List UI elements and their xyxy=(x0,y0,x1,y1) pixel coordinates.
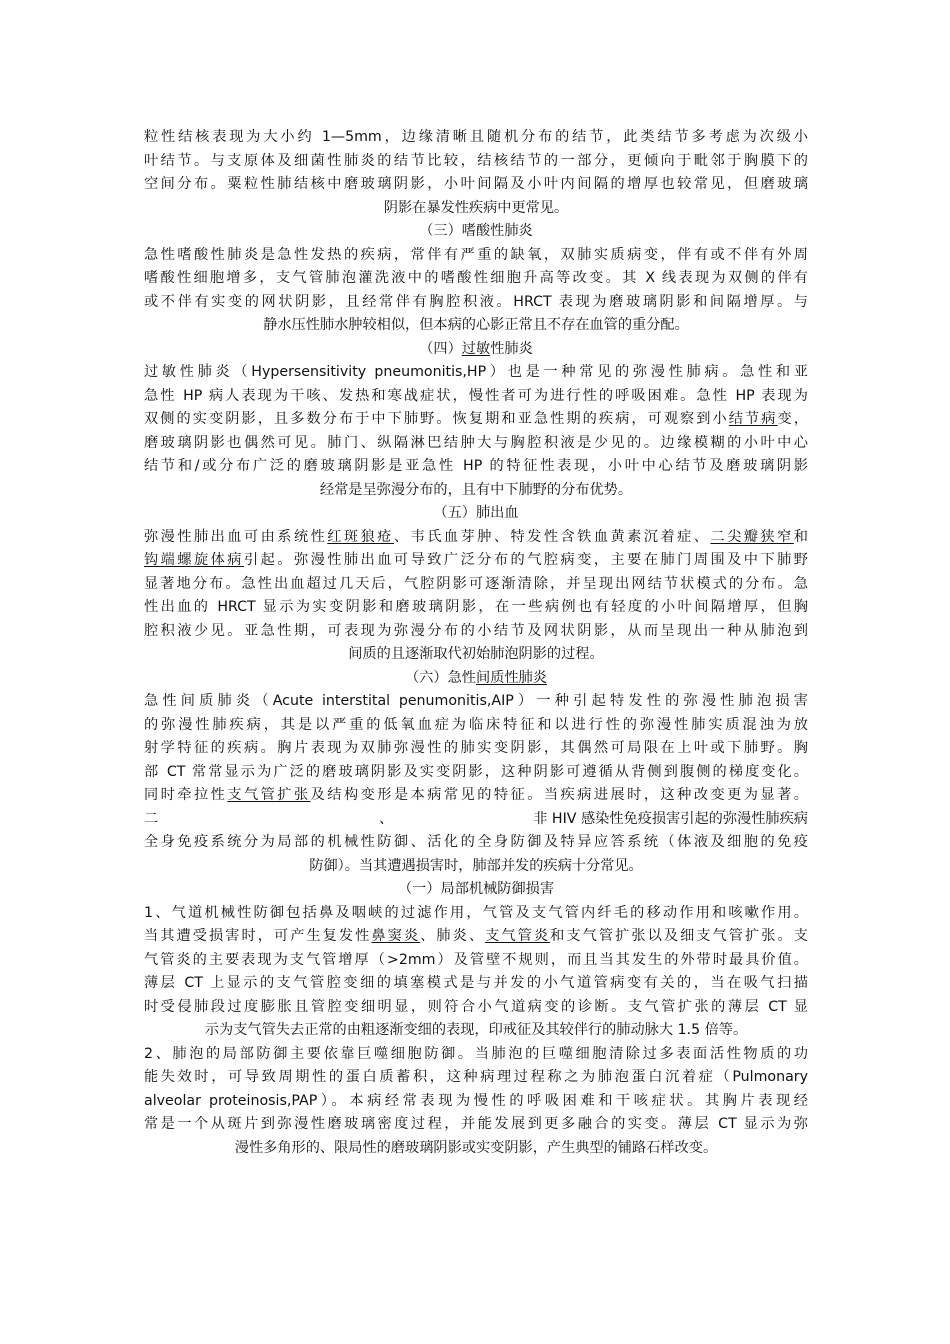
section-number: 二、 xyxy=(144,810,394,827)
text-line xyxy=(144,244,808,268)
text-segment: 性出血的 HRCT 显示为实变阴影和磨玻璃阴影，在一些病例也有轻度的小叶间隔增厚，但胸 xyxy=(144,599,808,615)
text-line xyxy=(144,479,808,503)
text-line xyxy=(144,126,808,150)
text-line xyxy=(144,526,808,550)
text-segment: 示为支气管失去正常的由粗逐渐变细的表现，印戒征及其较伴行的肺动脉大 1.5 倍等。 xyxy=(204,1022,748,1038)
text-line xyxy=(144,1019,808,1043)
document-body xyxy=(144,126,808,1160)
underlined-term: 钩端螺旋体病 xyxy=(144,552,244,568)
text-segment: 射学特征的疾病。胸片表现为双肺弥漫性的肺实变阴影，其偶然可局限在上叶或下肺野。胸 xyxy=(144,740,808,756)
text-segment: 阴影在暴发性疾病中更常见。 xyxy=(383,199,569,216)
text-line xyxy=(144,267,808,291)
text-segment: 当其遭受损害时，可产生复发性 xyxy=(144,928,372,944)
text-segment: 急性嗜酸性肺炎是急性发热的疾病，常伴有严重的缺氧，双肺实质病变，伴有或不伴有外周 xyxy=(144,246,808,263)
subsection-heading xyxy=(144,220,808,244)
text-line xyxy=(144,1137,808,1161)
text-line xyxy=(144,314,808,338)
text-segment: 和支气管扩张以及细支气管扩张。支 xyxy=(550,928,808,944)
text-line xyxy=(144,1090,808,1114)
text-segment: 1、气道机械性防御包括鼻及咽峡的过滤作用，气管及支气管内纤毛的移动作用和咳嗽作用。 xyxy=(144,904,808,921)
text-segment: 嗜酸性细胞增多，支气管肺泡灌洗液中的嗜酸性细胞升高等改变。其 X 线表现为双侧的伴有 xyxy=(144,270,808,286)
text-line xyxy=(144,855,808,879)
text-segment: 急性间质肺炎（Acute interstital penumonitis,AIP）一种引起特发性的弥漫性肺泡损害 xyxy=(144,693,808,709)
text-line xyxy=(144,949,808,973)
text-segment: 空间分布。粟粒性肺结核中磨玻璃阴影，小叶间隔及小叶内间隔的增厚也较常见，但磨玻璃 xyxy=(144,176,808,192)
text-line xyxy=(144,714,808,738)
subsection-heading xyxy=(144,878,808,902)
underlined-term: 支气管炎 xyxy=(485,928,551,944)
text-line xyxy=(144,361,808,385)
underlined-term: 支气管扩张 xyxy=(227,787,311,803)
text-line xyxy=(144,1113,808,1137)
text-segment: 双侧的实变阴影，且多数分布于中下肺野。恢复期和亚急性期的疾病，可观察到小 xyxy=(144,411,729,427)
text-line xyxy=(144,761,808,785)
text-segment: 、肺炎、 xyxy=(420,928,486,944)
text-segment: （五）肺出血 xyxy=(433,505,519,521)
subsection-heading xyxy=(144,502,808,526)
text-segment: 气管炎的主要表现为支气管增厚（>2mm）及管壁不规则，而且当其发生的外带时最具价值。 xyxy=(144,951,808,968)
text-line xyxy=(144,197,808,221)
text-line xyxy=(144,831,808,855)
text-line xyxy=(144,737,808,761)
text-segment: 经常是呈弥漫分布的，且有中下肺野的分布优势。 xyxy=(319,481,633,498)
text-segment: alveolar proteinosis,PAP）。本病经常表现为慢性的呼吸困难和干咳症状。其胸片表现经 xyxy=(144,1092,808,1109)
text-segment: 叶结节。与支原体及细菌性肺炎的结节比较，结核结节的一部分，更倾向于毗邻于胸膜下的 xyxy=(144,152,808,169)
text-line xyxy=(144,620,808,644)
text-segment: 及结构变形是本病常见的特征。当疾病进展时，这种改变更为显著。 xyxy=(310,787,808,803)
text-segment: 和 xyxy=(793,528,808,545)
text-segment: 结节和/或分布广泛的磨玻璃阴影是亚急性 HP 的特征性表现，小叶中心结节及磨玻璃阴影 xyxy=(144,458,808,474)
text-segment: 防御）。当其遭遇损害时，肺部并发的疾病十分常见。 xyxy=(309,857,643,874)
text-line xyxy=(144,150,808,174)
text-segment: 粒性结核表现为大小约 1—5mm，边缘清晰且随机分布的结节，此类结节多考虑为次级小 xyxy=(144,129,808,145)
text-line xyxy=(144,455,808,479)
text-segment: 薄层 CT 上显示的支气管腔变细的填塞模式是与并发的小气道管病变有关的，当在吸气扫描 xyxy=(144,975,808,991)
text-line xyxy=(144,1066,808,1090)
text-segment: 漫性多角形的、限局性的磨玻璃阴影或实变阴影，产生典型的铺路石样改变。 xyxy=(234,1139,718,1156)
underlined-term: 结节病 xyxy=(728,411,778,427)
text-segment: 静水压性肺水肿较相似，但本病的心影正常且不存在血管的重分配。 xyxy=(263,317,689,333)
subsection-heading xyxy=(144,667,808,691)
text-line xyxy=(144,385,808,409)
text-segment: 腔积液少见。亚急性期，可表现为弥漫分布的小结节及网状阴影，从而呈现出一种从肺泡到 xyxy=(144,622,808,639)
section-title: 非 HIV 感染性免疫损害引起的弥漫性肺疾病 xyxy=(533,810,808,827)
text-segment: 过敏性肺炎（Hypersensitivity pneumonitis,HP）也是一种常见的弥漫性肺病。急性和亚 xyxy=(144,364,808,380)
text-segment: 性肺炎 xyxy=(490,340,533,357)
section-heading xyxy=(144,808,808,832)
text-line xyxy=(144,643,808,667)
text-line xyxy=(144,925,808,949)
text-segment: 弥漫性肺出血可由系统性 xyxy=(144,528,328,545)
text-line xyxy=(144,690,808,714)
text-segment: 磨玻璃阴影也偶然可见。肺门、纵隔淋巴结肿大与胸腔积液是少见的。边缘模糊的小叶中心 xyxy=(144,434,808,451)
text-segment: 引起。弥漫性肺出血可导致广泛分布的气腔病变，主要在肺门周围及中下肺野 xyxy=(243,552,808,568)
text-segment: 部 CT 常常显示为广泛的磨玻璃阴影及实变阴影，这种阴影可遵循从背侧到腹侧的梯度变化。 xyxy=(144,763,808,780)
text-line xyxy=(144,173,808,197)
text-segment: 全身免疫系统分为局部的机械性防御、活化的全身防御及特异应答系统（体液及细胞的免疫 xyxy=(144,834,808,850)
text-segment: 急性 HP 病人表现为干咳、发热和寒战症状，慢性者可为进行性的呼吸困难。急性 HP 表现为 xyxy=(144,387,808,404)
text-segment: 或不伴有实变的网状阴影，且经常伴有胸腔积液。HRCT 表现为磨玻璃阴影和间隔增厚。与 xyxy=(144,293,808,310)
text-segment: 变， xyxy=(777,411,808,427)
text-segment: 时受侵肺段过度膨胀且管腔变细明显，则符合小气道病变的诊断。支气管扩张的薄层 CT 显 xyxy=(144,998,808,1015)
text-line xyxy=(144,596,808,620)
text-segment: （六）急性 xyxy=(405,669,476,686)
underlined-term: 二尖瓣狭窄 xyxy=(710,528,794,545)
text-segment: 的弥漫性肺疾病，其是以严重的低氧血症为临床特征和以进行性的弥漫性肺实质混浊为放 xyxy=(144,716,808,733)
text-line xyxy=(144,573,808,597)
subsection-heading xyxy=(144,338,808,362)
text-line xyxy=(144,408,808,432)
text-line xyxy=(144,432,808,456)
text-segment: 能失效时，可导致周期性的蛋白质蓄积，这种病理过程称之为肺泡蛋白沉着症（Pulmonary xyxy=(144,1069,808,1085)
text-line xyxy=(144,549,808,573)
text-segment: 2、肺泡的局部防御主要依靠巨噬细胞防御。当肺泡的巨噬细胞清除过多表面活性物质的功 xyxy=(144,1045,808,1062)
text-segment: （四） xyxy=(419,340,462,357)
underlined-term: 间质性肺炎 xyxy=(476,669,547,686)
underlined-term: 过敏 xyxy=(461,340,491,357)
text-line xyxy=(144,291,808,315)
text-line xyxy=(144,972,808,996)
underlined-term: 红斑狼疮 xyxy=(327,528,394,545)
text-segment: 、韦氏血芽肿、特发性含铁血黄素沉着症、 xyxy=(393,528,711,545)
text-line xyxy=(144,784,808,808)
text-line xyxy=(144,996,808,1020)
underlined-term: 鼻窦炎 xyxy=(371,928,421,944)
text-segment: （一）局部机械防御损害 xyxy=(397,881,555,897)
text-line xyxy=(144,902,808,926)
text-segment: 显著地分布。急性出血超过几天后，气腔阴影可逐渐清除，并呈现出网结节状模式的分布。急 xyxy=(144,575,808,592)
text-segment: 间质的且逐渐取代初始肺泡阴影的过程。 xyxy=(348,646,604,662)
text-segment: 常是一个从斑片到弥漫性磨玻璃密度过程，并能发展到更多融合的实变。薄层 CT 显示为弥 xyxy=(144,1116,808,1132)
text-segment: 同时牵拉性 xyxy=(144,787,228,803)
text-segment: （三）嗜酸性肺炎 xyxy=(419,223,533,239)
text-line xyxy=(144,1043,808,1067)
